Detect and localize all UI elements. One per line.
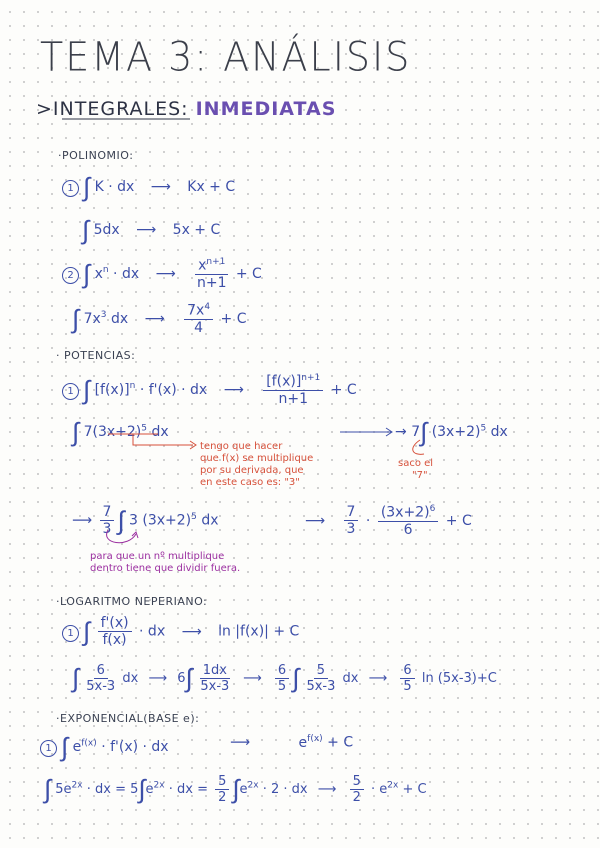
formula-log-example: ∫ $\frac{6}{5x-3}$ dx ⟶ 6∫ $\frac{1dx}{5x-3}$ ⟶ $\frac{6}{5}$ ∫ $\frac{5}{5x-3}$ dx ⟶ $\frac{6}{5}$ ln (5x-3)+C — [72, 663, 497, 694]
red-annotation — [200, 441, 313, 489]
exponent: 3 — [100, 310, 107, 321]
exponent: 6 — [429, 504, 436, 514]
fraction — [306, 664, 335, 693]
arrow-icon: ⟶ — [181, 623, 202, 640]
formula-left: K · dx — [94, 179, 135, 195]
formula-middle: e — [145, 782, 154, 797]
numerator: 7x — [187, 302, 205, 319]
arrow-icon: ⟶ — [155, 265, 176, 282]
formula-left-tail: dx — [110, 310, 129, 327]
formula-log-1: 1 ∫ $\frac{f'(x)}{f(x)}$ · dx ⟶ ln |f(x)| + C — [62, 616, 299, 647]
exponent: 2x — [153, 780, 165, 791]
formula-prefix: 5 — [130, 782, 139, 797]
formula-tail: + C — [235, 265, 262, 282]
denominator: 5 — [277, 679, 287, 694]
fraction — [100, 505, 115, 536]
formula-poly-2b: ∫ $7x^3$ dx ⟶ $\frac{7x^4}{4}$ + C — [72, 302, 247, 336]
saco-annotation — [398, 458, 433, 482]
formula-left-tail: · f'(x) · dx — [101, 739, 169, 755]
formula-right: Kx + C — [187, 179, 236, 195]
section-potencias: · POTENCIAS: — [56, 349, 136, 362]
formula-left: e — [72, 739, 82, 755]
formula-left: 5e — [55, 782, 72, 797]
fraction — [344, 505, 359, 536]
arrow-icon: ⟶ — [223, 381, 244, 398]
numerator: 6 — [94, 664, 108, 679]
exponent: n+1 — [301, 373, 321, 383]
formula-left: x — [94, 265, 103, 282]
exponent: 5 — [191, 511, 197, 522]
note-line: saco el — [398, 458, 434, 469]
formula-tail: + C — [327, 734, 354, 751]
formula-poly-1b: ∫ 5dx ⟶ 5x + C — [82, 216, 221, 246]
exponent: f(x) — [81, 738, 97, 749]
exponent: 4 — [204, 302, 211, 312]
formula-left-tail: · dx — [113, 265, 140, 282]
arrow-icon: ⟶ — [368, 671, 388, 686]
exponent: n — [102, 265, 109, 276]
formula-pot-example-right: → 7∫ $(3x+2)^5$ dx — [395, 418, 508, 448]
formula-exp-1: 1 ∫ $e^{f(x)} \cdot f'(x)$ · dx — [40, 735, 169, 761]
note-line: por su derivada, que — [200, 465, 304, 476]
arrow-icon: ⟶ — [317, 782, 337, 797]
numerator: 1dx — [200, 664, 230, 679]
formula-middle: 3 (3x+2) — [129, 512, 192, 529]
subtitle-topic: INMEDIATAS — [195, 98, 337, 120]
step-number: 1 — [62, 625, 79, 642]
fraction — [200, 664, 230, 693]
formula-tail: dx — [342, 671, 359, 686]
arrow-icon: ⟶ — [136, 222, 157, 238]
formula-pot-example-2-result: ⟶ $\frac{7}{3}$ · $\frac{(3x+2)^6}{6}$ + C — [305, 504, 472, 538]
numerator: 7 — [344, 505, 359, 521]
arrow-icon: ⟶ — [150, 179, 171, 195]
exponent: f(x) — [307, 734, 323, 744]
numerator: 6 — [400, 664, 414, 679]
formula-left: [f(x)] — [94, 381, 130, 398]
page-title: TEMA 3: ANÁLISIS — [40, 33, 412, 81]
note-line: "7" — [412, 470, 428, 481]
numerator: [f(x)] — [266, 373, 302, 390]
formula-tail: + C — [402, 782, 427, 797]
numerator: 5 — [350, 775, 364, 790]
fraction — [184, 303, 213, 335]
step-number: 1 — [62, 180, 79, 197]
formula-right: 5x + C — [172, 222, 221, 238]
formula-prefix: 7 — [411, 424, 421, 440]
fraction — [195, 258, 228, 290]
note-line: en este caso es: "3" — [200, 477, 300, 488]
formula-tail: + C — [220, 310, 247, 327]
formula-tail: · 2 · dx — [262, 782, 308, 797]
denominator: 5 — [403, 679, 412, 694]
formula-right: · e — [370, 782, 388, 797]
formula-pot-example: ∫ $7(3x+2)^5$ dx — [72, 418, 169, 448]
formula-poly-2: 2 ∫ $x^n$ · dx ⟶ $\frac{x^{n+1}}{n+1}$ + C — [62, 258, 262, 290]
denominator: 3 — [102, 521, 112, 537]
exponent: 2x — [71, 780, 83, 791]
denominator: 5x-3 — [200, 679, 230, 694]
note-line: para que un nº multiplique — [90, 551, 225, 562]
denominator: 4 — [194, 319, 204, 336]
formula-poly-1: 1 ∫ K · dx ⟶ Kx + C — [62, 175, 235, 201]
formula-left-tail: · dx — [139, 623, 166, 640]
formula-exp-example: ∫ $5e^{2x}$ · dx = $5\int e^{2x}$ · dx = $\frac{5}{2}$ $\int e^{2x} \cdot 2$ · dx ⟶ $\frac{5}{2}$ · $e^{2x} + C$ — [44, 774, 427, 805]
fraction — [275, 664, 289, 693]
formula-exp-1-right — [230, 735, 353, 750]
note-line: tengo que hacer — [200, 441, 283, 452]
exponent: n — [129, 381, 136, 392]
denominator: 6 — [403, 521, 413, 538]
formula-pot-1: 1 ∫ $[f(x)]^n \cdot f'(x)$ · dx ⟶ $\frac{[f(x)]^{n+1}}{n+1}$ + C — [62, 374, 357, 406]
formula-right: ln |f(x)| + C — [218, 623, 300, 640]
formula-pot-example-2: ⟶ $\frac{7}{3}$ ∫ 3 $(3x+2)^5$ dx — [72, 504, 219, 537]
section-polinomio: ·POLINOMIO: — [58, 149, 134, 162]
exponent: 5 — [141, 423, 147, 434]
denominator: f(x) — [102, 632, 127, 648]
section-exponencial: ·EXPONENCIAL(BASE e): — [56, 712, 200, 725]
formula-tail: + C — [445, 512, 472, 529]
denominator: 5x-3 — [306, 679, 336, 694]
denominator: 5x-3 — [86, 679, 116, 694]
numerator: 5 — [314, 664, 328, 679]
fraction — [378, 505, 439, 537]
fraction — [215, 775, 229, 804]
arrow-icon: ⟶ — [144, 310, 165, 327]
formula-tail: dx — [201, 512, 219, 529]
exponent: n+1 — [206, 257, 226, 267]
formula-left-tail: · f'(x) · dx — [139, 381, 208, 398]
arrow-icon: ⟶ — [243, 671, 262, 686]
note-line: que f(x) se multiplique — [200, 453, 314, 464]
formula-prefix: 6 — [177, 671, 186, 686]
denominator: 2 — [218, 790, 227, 805]
arrow-icon: ⟶ — [148, 671, 168, 686]
fraction — [98, 616, 132, 647]
long-arrow-head-icon — [386, 428, 392, 436]
exponent: 5 — [480, 423, 487, 434]
formula-left: 7x — [83, 310, 101, 327]
exponent: 2x — [247, 780, 259, 791]
subtitle — [36, 100, 336, 119]
arrow-icon: → — [395, 424, 407, 440]
subtitle-prefix: >INTEGRALES: — [36, 98, 189, 120]
bracket-arrow-icon — [190, 441, 196, 449]
denominator: n+1 — [196, 274, 227, 291]
exponent: 2x — [387, 780, 399, 791]
numerator: f'(x) — [98, 616, 132, 632]
arrow-icon: ⟶ — [305, 512, 326, 529]
formula-tail: dx — [122, 671, 139, 686]
formula-tail: · dx = — [86, 782, 126, 797]
denominator: 2 — [352, 790, 361, 805]
numerator: (3x+2) — [380, 504, 430, 521]
purple-annotation — [90, 551, 240, 575]
formula-left: 5dx — [93, 222, 120, 238]
formula-right: e — [298, 734, 308, 751]
arrow-icon: ⟶ — [230, 734, 251, 751]
numerator: x — [198, 257, 207, 274]
fraction — [350, 775, 364, 804]
formula-left-tail: dx — [151, 424, 169, 440]
numerator: 5 — [215, 775, 229, 790]
step-number: 2 — [62, 267, 79, 284]
fraction — [86, 664, 115, 693]
numerator: 6 — [275, 664, 289, 679]
formula-middle: e — [239, 782, 248, 797]
formula-left: 7(3x+2) — [83, 424, 142, 440]
formula-tail: · dx = — [168, 782, 208, 797]
formula-right: (3x+2) — [431, 424, 481, 440]
step-number: 1 — [40, 740, 57, 757]
formula-right-tail: dx — [490, 424, 508, 440]
fraction — [263, 374, 323, 406]
denominator: 3 — [346, 521, 356, 538]
numerator: 7 — [100, 505, 115, 521]
step-number: 1 — [62, 383, 79, 400]
section-logaritmo: ·LOGARITMO NEPERIANO: — [56, 595, 208, 608]
note-line: dentro tiene que dividir fuera. — [90, 563, 241, 574]
arrow-icon: ⟶ — [72, 512, 93, 529]
formula-right: ln (5x-3)+C — [421, 671, 497, 686]
formula-tail: + C — [330, 381, 357, 398]
fraction — [400, 664, 414, 693]
denominator: n+1 — [278, 390, 308, 407]
